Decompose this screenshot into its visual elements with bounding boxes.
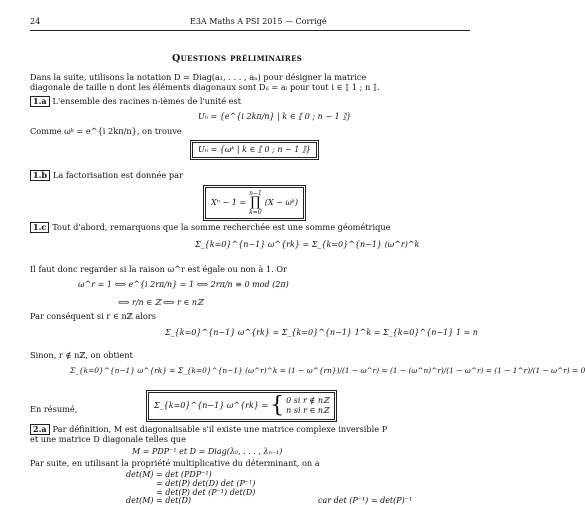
q1b-lhs: Xⁿ − 1 = xyxy=(211,198,247,207)
q1b-boxed-factorisation xyxy=(205,187,304,219)
q1c-boxed-result xyxy=(148,392,335,420)
q1c-geometric-sum: Σ_{k=0}^{n−1} ω^{rk} = Σ_{k=0}^{n−1} (ω^r)^k xyxy=(195,240,420,249)
q1b-tag: 1.b xyxy=(30,170,50,181)
q1c-res-lhs: Σ_{k=0}^{n−1} ω^{rk} = xyxy=(154,401,269,410)
q1c-sum-case-out: Σ_{k=0}^{n−1} ω^{rk} = Σ_{k=0}^{n−1} (ω^r)^k = (1 − ω^{rn})/(1 − ω^r) = (1 − (ω^n)^r)/(1 − ω^r) = (1 − 1^r)/(1 − ω^r) = 0 xyxy=(70,366,585,375)
q1a-statement xyxy=(30,96,241,107)
q1b-rhs: (X − ωᵏ) xyxy=(264,198,298,207)
q1c-line-2: Il faut donc regarder si la raison ω^r est égale ou non à 1. Or xyxy=(30,264,287,274)
q1b-product xyxy=(249,190,262,216)
q2a-det-1: det(M) = det (PDP⁻¹) xyxy=(126,470,212,479)
q1c-text: Tout d'abord, remarquons que la somme recherchée est une somme géométrique xyxy=(52,222,391,232)
q1b-prod-top: n−1 xyxy=(249,190,262,197)
header-rule xyxy=(30,30,470,31)
q1a-tag: 1.a xyxy=(30,96,50,107)
q2a-det-3: = det(P) det (P⁻¹) det(D) xyxy=(156,488,256,497)
q1c-line-4: Sinon, r ∉ nℤ, on obtient xyxy=(30,350,133,360)
q1c-statement xyxy=(30,222,390,233)
q1a-boxed-result: Uₙ = {ωᵏ | k ∈ ⟦ 0 ; n − 1 ⟧} xyxy=(192,142,317,158)
q1c-cases xyxy=(286,396,329,416)
q1c-equivalence-1: ω^r = 1 ⟺ e^{i 2rπ/n} = 1 ⟺ 2rπ/n ≡ 0 mod (2π) xyxy=(78,280,289,289)
running-title: E3A Maths A PSI 2015 — Corrigé xyxy=(190,17,327,26)
brace-symbol: { xyxy=(270,393,285,418)
q1a-text: L'ensemble des racines n-ièmes de l'unité est xyxy=(52,96,241,106)
q1b-text: La factorisation est donnée par xyxy=(52,170,183,180)
q1c-equivalence-2: ⟺ r/n ∈ ℤ ⟺ r ∈ nℤ xyxy=(118,298,203,307)
q2a-tag: 2.a xyxy=(30,424,50,435)
q2a-text-2: et une matrice D diagonale telles que xyxy=(30,434,186,444)
q1a-comme: Comme ωᵏ = e^{i 2kπ/n}, on trouve xyxy=(30,126,182,136)
q1b-prod-bottom: k=0 xyxy=(249,209,262,216)
q1c-tag: 1.c xyxy=(30,222,49,233)
q2a-det-2: = det(P) det(D) det (P⁻¹) xyxy=(156,479,256,488)
page-number: 24 xyxy=(30,17,41,26)
running-header xyxy=(30,17,470,29)
q1c-case-1: 0 si r ∉ nℤ xyxy=(286,396,329,405)
q2a-text-1: Par définition, M est diagonalisable s'il existe une matrice complexe inversible P xyxy=(52,424,388,434)
q1c-resume: En résumé, xyxy=(30,404,78,414)
q1c-sum-case-in: Σ_{k=0}^{n−1} ω^{rk} = Σ_{k=0}^{n−1} 1^k = Σ_{k=0}^{n−1} 1 = n xyxy=(165,328,478,337)
q2a-text-3: Par suite, en utilisant la propriété multiplicative du déterminant, on a xyxy=(30,458,320,468)
q1b-prod-symbol: ∏ xyxy=(250,195,261,210)
q1b-statement xyxy=(30,170,183,181)
q2a-det-4-reason: car det (P⁻¹) = det(P)⁻¹ xyxy=(318,496,413,505)
q2a-det-4: det(M) = det(D) xyxy=(126,496,192,505)
q1c-line-3: Par conséquent si r ∈ nℤ alors xyxy=(30,311,156,321)
intro-line-1: Dans la suite, utilisons la notation D = Diag(a₁, . . . , aₙ) pour désigner la matrice xyxy=(30,72,367,82)
section-title: Questions préliminaires xyxy=(172,53,303,64)
intro-line-2: diagonale de taille n dont les éléments diagonaux sont Dᵢᵢ = aᵢ pour tout i ∈ ⟦ 1 ; n ⟧. xyxy=(30,82,380,92)
q2a-formula: M = PDP⁻¹ et D = Diag(λ₀, . . . , λₙ₋₁) xyxy=(132,447,283,456)
q1c-case-2: n si r ∈ nℤ xyxy=(286,406,329,415)
q1a-formula: Uₙ = {e^{i 2kπ/n} | k ∈ ⟦ 0 ; n − 1 ⟧} xyxy=(198,112,352,121)
